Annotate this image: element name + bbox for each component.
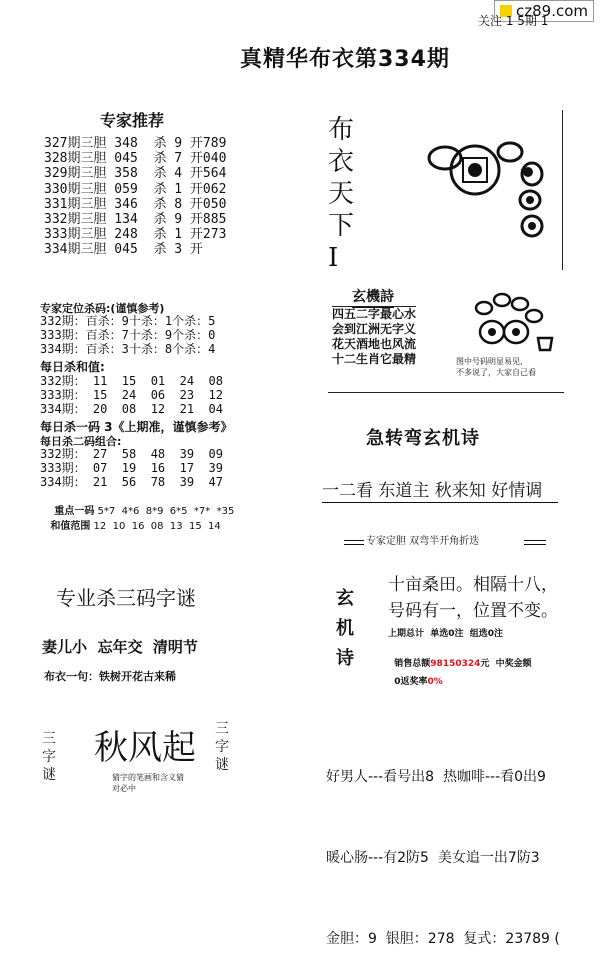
coin-basket-illustration	[470, 290, 560, 360]
poem-line: 四五二字最心水	[332, 307, 417, 321]
coin-chain-illustration	[400, 130, 560, 250]
riddle-main-text: 秋风起	[94, 728, 196, 768]
position-kill-list	[40, 314, 215, 356]
mystic-stats-1: 上期总计 单选0注 组选0注	[388, 629, 504, 639]
return-rate-label: 0返奖率	[394, 677, 428, 687]
follow-label: 关注 1 5期 1	[478, 14, 549, 28]
riddle-line: 妻儿小 忘年交 清明节	[42, 638, 198, 656]
sum-range-line	[44, 506, 221, 532]
turn-poem-underline	[322, 502, 558, 503]
key-code-label: 重点一码	[54, 506, 95, 517]
riddle-caption: 猜字的笔画和含义猜 对必中	[112, 773, 184, 793]
hint-line: 暖心肠---有2防5 美女追一出7防3	[326, 850, 540, 866]
daily-kill-two-row: 334期： 21 56 78 39 47	[40, 475, 223, 489]
sum-range-values: 12 10 16 08 13 15 14	[93, 521, 221, 532]
expert-row: 330期三胆 059 杀 1 开062	[44, 181, 227, 197]
mystic-stats-3	[388, 664, 443, 687]
poem-line: 十二生肖它最精	[332, 352, 417, 366]
daily-kill-two-row: 332期： 27 58 48 39 09	[40, 447, 223, 461]
buyi-vertical-text	[328, 114, 358, 274]
expert-row: 331期三胆 346 杀 8 开050	[44, 196, 227, 212]
daily-sum-list	[40, 374, 223, 416]
mystic-line-1: 十亩桑田。相隔十八，	[388, 575, 558, 595]
riddle-title: 专业杀三码字谜	[56, 586, 196, 610]
poem-line: 会到江洲无字义	[332, 322, 417, 336]
buyi-line: 布衣一句：铁树开花古来稀	[44, 670, 176, 683]
poem-line: 花天酒地也风流	[332, 337, 417, 351]
expert-row: 327期三胆 348 杀 9 开789	[44, 136, 227, 151]
daily-sum-row: 334期： 20 08 12 21 04	[40, 402, 223, 416]
poem-note: 图中号码明显易见, 不多说了，大家自己看	[456, 357, 536, 377]
daily-kill-two-heading: 每日杀二码组合:	[40, 435, 122, 448]
sum-range-label: 和值范围	[50, 521, 91, 532]
expert-list	[44, 136, 226, 258]
daily-sum-heading: 每日杀和值:	[40, 360, 105, 374]
bile-rule-right	[524, 540, 546, 545]
site-name: cz89.com	[515, 2, 588, 20]
key-code-values: 5*7 4*6 8*9 6*5 *7* *35	[97, 506, 235, 517]
position-kill-row: 333期：百杀：7十杀：9个杀：0	[40, 328, 216, 342]
expert-bile-label: 专家定胆 双弯半开角折迭	[366, 536, 480, 547]
expert-row: 332期三胆 134 杀 9 开885	[44, 212, 227, 228]
poem-heading: 玄機詩	[352, 286, 394, 308]
mystic-line-2: 号码有一，位置不变。	[388, 601, 558, 621]
page-title: 真精华布衣第334期	[240, 47, 450, 72]
mystic-side-char: 诗	[336, 648, 354, 669]
position-kill-heading: 专家定位杀码:(谨慎参考)	[40, 302, 165, 315]
expert-row: 328期三胆 045 杀 7 开040	[44, 151, 227, 167]
mystic-side-char: 机	[336, 618, 354, 639]
hints-block	[326, 710, 560, 980]
hint-line: 金胆：9 银胆：278 复式：23789 (	[326, 931, 560, 947]
expert-heading: 专家推荐	[100, 111, 165, 130]
mystic-side-char: 玄	[336, 588, 354, 609]
expert-row: 329期三胆 358 杀 4 开564	[44, 166, 227, 182]
mystic-side-text	[336, 584, 358, 674]
three-char-riddle-right: 三字谜	[215, 721, 229, 773]
turn-poem-line: 一二看 东道主 秋来知 好情调	[322, 481, 543, 501]
buyi-char: 下	[328, 211, 355, 241]
bile-rule-left	[344, 540, 364, 545]
buyi-char: I	[328, 243, 339, 273]
daily-kill-two-row: 333期： 07 19 16 17 39	[40, 461, 223, 475]
return-rate-value: 0%	[427, 677, 443, 687]
daily-sum-row: 333期： 15 24 06 23 12	[40, 388, 223, 402]
expert-row: 333期三胆 248 杀 1 开273	[44, 227, 227, 243]
prize-label: 元 中奖金额	[480, 659, 532, 669]
buyi-char: 布	[328, 115, 355, 145]
sales-label: 销售总额	[394, 659, 431, 669]
hint-line: 好男人---看号出8 热咖啡---看0出9	[326, 769, 546, 785]
three-char-riddle-left: 三字谜	[42, 731, 56, 783]
daily-sum-row: 332期： 11 15 01 24 08	[40, 374, 223, 388]
poem-lines	[332, 306, 416, 367]
buyi-char: 衣	[328, 147, 355, 177]
daily-kill-one-heading: 每日杀一码 3《上期准，谨慎参考》	[40, 420, 233, 434]
daily-kill-two-list	[40, 447, 223, 489]
sales-value: 98150324	[430, 659, 481, 669]
position-kill-row: 332期：百杀：9十杀：1个杀：5	[40, 314, 216, 328]
position-kill-row: 334期：百杀：3十杀：8个杀：4	[40, 342, 216, 356]
buyi-char: 天	[328, 179, 355, 209]
expert-row: 334期三胆 045 杀 3 开	[44, 242, 203, 258]
turn-poem-title: 急转弯玄机诗	[366, 428, 480, 449]
